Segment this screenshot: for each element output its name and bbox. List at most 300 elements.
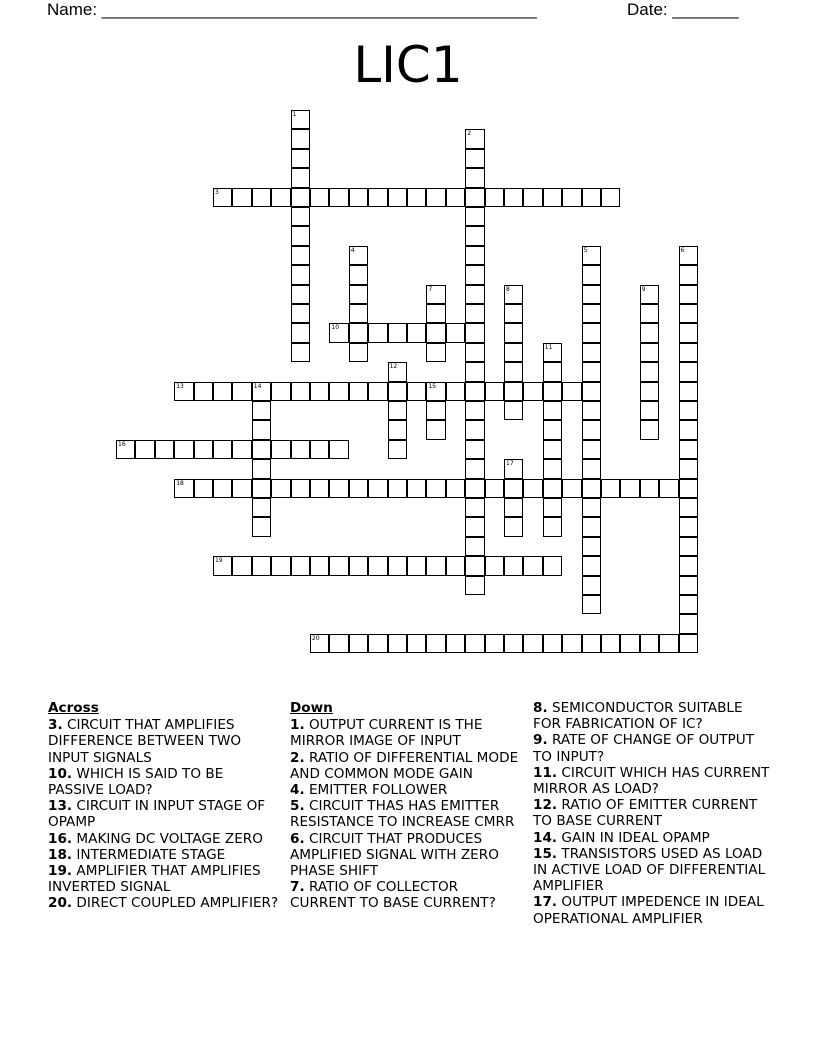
clue-number: 17. (533, 894, 558, 911)
grid-cell[interactable] (504, 188, 523, 207)
grid-cell[interactable] (446, 382, 465, 401)
clue-number: 14 (253, 382, 262, 390)
grid-cell[interactable] (271, 556, 290, 575)
grid-cell[interactable] (349, 246, 368, 265)
grid-cell[interactable] (679, 459, 698, 478)
grid-cell[interactable] (310, 188, 329, 207)
clue-number: 13 (176, 382, 184, 390)
clue-number: 16. (48, 830, 73, 847)
clue-number: 12 (389, 363, 398, 371)
grid-cell[interactable] (252, 556, 271, 575)
down-clue (290, 717, 526, 749)
grid-cell[interactable] (426, 285, 445, 304)
grid-cell[interactable] (679, 440, 698, 459)
grid-cell[interactable] (329, 188, 348, 207)
grid-cell[interactable] (349, 265, 368, 284)
clue-number: 18. (48, 846, 73, 863)
grid-cell[interactable] (582, 459, 601, 478)
grid-cell[interactable] (465, 304, 484, 323)
clue-text: SEMICONDUCTOR SUITABLE FOR FABRICATION OF IC? (533, 700, 743, 733)
grid-cell[interactable] (640, 285, 659, 304)
clue-text: INTERMEDIATE STAGE (72, 846, 226, 863)
grid-cell[interactable] (310, 479, 329, 498)
grid-cell[interactable] (174, 479, 193, 498)
grid-cell[interactable] (582, 343, 601, 362)
grid-cell[interactable] (465, 401, 484, 420)
grid-cell[interactable] (194, 440, 213, 459)
grid-cell[interactable] (543, 634, 562, 653)
grid-cell[interactable] (640, 479, 659, 498)
grid-cell[interactable] (523, 479, 542, 498)
clue-number: 15 (428, 382, 437, 390)
clue-number: 1. (290, 717, 305, 734)
grid-cell[interactable] (582, 304, 601, 323)
across-clue (48, 847, 280, 863)
grid-cell[interactable] (659, 479, 678, 498)
grid-cell[interactable] (232, 479, 251, 498)
grid-cell[interactable] (291, 188, 310, 207)
grid-cell[interactable] (601, 634, 620, 653)
down-clue (533, 894, 773, 926)
grid-cell[interactable] (291, 285, 310, 304)
grid-cell[interactable] (426, 401, 445, 420)
grid-cell[interactable] (504, 498, 523, 517)
grid-cell[interactable] (562, 188, 581, 207)
grid-cell[interactable] (232, 188, 251, 207)
grid-cell[interactable] (271, 188, 290, 207)
grid-cell[interactable] (232, 556, 251, 575)
grid-cell[interactable] (388, 420, 407, 439)
grid-cell[interactable] (329, 323, 348, 342)
grid-cell[interactable] (407, 188, 426, 207)
grid-cell[interactable] (582, 420, 601, 439)
grid-cell[interactable] (446, 323, 465, 342)
grid-cell[interactable] (504, 459, 523, 478)
clue-number: 14. (533, 829, 558, 846)
grid-cell[interactable] (232, 382, 251, 401)
grid-cell[interactable] (640, 634, 659, 653)
across-clue (48, 766, 280, 798)
grid-cell[interactable] (679, 595, 698, 614)
grid-cell[interactable] (174, 382, 193, 401)
grid-cell[interactable] (465, 498, 484, 517)
grid-cell[interactable] (485, 556, 504, 575)
clue-number: 9 (641, 285, 646, 293)
grid-cell[interactable] (252, 498, 271, 517)
grid-cell[interactable] (523, 634, 542, 653)
grid-cell[interactable] (640, 420, 659, 439)
grid-cell[interactable] (485, 382, 504, 401)
grid-cell[interactable] (135, 440, 154, 459)
grid-cell[interactable] (174, 440, 193, 459)
grid-cell[interactable] (679, 343, 698, 362)
clue-number: 2 (467, 130, 472, 138)
grid-cell[interactable] (368, 479, 387, 498)
grid-cell[interactable] (252, 420, 271, 439)
grid-cell[interactable] (388, 479, 407, 498)
grid-cell[interactable] (543, 382, 562, 401)
grid-cell[interactable] (368, 188, 387, 207)
grid-cell[interactable] (465, 576, 484, 595)
grid-cell[interactable] (523, 188, 542, 207)
clue-number: 20 (312, 634, 320, 642)
grid-cell[interactable] (407, 479, 426, 498)
grid-cell[interactable] (329, 556, 348, 575)
grid-cell[interactable] (582, 556, 601, 575)
grid-cell[interactable] (582, 517, 601, 536)
grid-cell[interactable] (465, 459, 484, 478)
grid-cell[interactable] (426, 479, 445, 498)
grid-cell[interactable] (349, 285, 368, 304)
grid-cell[interactable] (582, 285, 601, 304)
across-clue (48, 895, 280, 911)
clue-number: 6. (290, 830, 305, 847)
grid-cell[interactable] (368, 556, 387, 575)
clue-text: OUTPUT IMPEDENCE IN IDEAL OPERATIONAL AMPLIFIER (533, 894, 764, 927)
grid-cell[interactable] (291, 226, 310, 245)
clue-number: 2. (290, 749, 305, 766)
grid-cell[interactable] (465, 362, 484, 381)
grid-cell[interactable] (426, 343, 445, 362)
down-clue (533, 765, 773, 797)
grid-cell[interactable] (620, 479, 639, 498)
grid-cell[interactable] (504, 285, 523, 304)
grid-cell[interactable] (213, 556, 232, 575)
grid-cell[interactable] (310, 634, 329, 653)
grid-cell[interactable] (582, 537, 601, 556)
grid-cell[interactable] (543, 362, 562, 381)
grid-cell[interactable] (640, 343, 659, 362)
grid-cell[interactable] (310, 556, 329, 575)
grid-cell[interactable] (465, 420, 484, 439)
across-clue (48, 798, 280, 830)
grid-cell[interactable] (679, 517, 698, 536)
grid-cell[interactable] (543, 498, 562, 517)
grid-cell[interactable] (465, 382, 484, 401)
grid-cell[interactable] (349, 634, 368, 653)
grid-cell[interactable] (465, 226, 484, 245)
across-clues (48, 700, 280, 912)
across-clue (48, 863, 280, 895)
grid-cell[interactable] (446, 634, 465, 653)
grid-cell[interactable] (601, 479, 620, 498)
grid-cell[interactable] (329, 440, 348, 459)
grid-cell[interactable] (504, 343, 523, 362)
grid-cell[interactable] (426, 634, 445, 653)
grid-cell[interactable] (252, 517, 271, 536)
grid-cell[interactable] (640, 401, 659, 420)
grid-cell[interactable] (388, 401, 407, 420)
grid-cell[interactable] (465, 517, 484, 536)
grid-cell[interactable] (329, 634, 348, 653)
clue-text: RATE OF CHANGE OF OUTPUT TO INPUT? (533, 732, 755, 765)
grid-cell[interactable] (679, 265, 698, 284)
grid-cell[interactable] (504, 556, 523, 575)
grid-cell[interactable] (116, 440, 135, 459)
grid-cell[interactable] (504, 304, 523, 323)
grid-cell[interactable] (426, 304, 445, 323)
clue-text: MAKING DC VOLTAGE ZERO (72, 830, 263, 847)
grid-cell[interactable] (582, 382, 601, 401)
grid-cell[interactable] (679, 420, 698, 439)
clue-number: 1 (292, 111, 297, 118)
grid-cell[interactable] (291, 207, 310, 226)
grid-cell[interactable] (582, 188, 601, 207)
grid-cell[interactable] (543, 517, 562, 536)
grid-cell[interactable] (252, 440, 271, 459)
grid-cell[interactable] (465, 149, 484, 168)
grid-cell[interactable] (465, 207, 484, 226)
grid-cell[interactable] (679, 304, 698, 323)
clue-number: 15. (533, 845, 558, 862)
grid-cell[interactable] (349, 188, 368, 207)
grid-cell[interactable] (640, 382, 659, 401)
grid-cell[interactable] (291, 110, 310, 129)
grid-cell[interactable] (659, 634, 678, 653)
grid-cell[interactable] (562, 479, 581, 498)
grid-cell[interactable] (543, 343, 562, 362)
grid-cell[interactable] (582, 576, 601, 595)
grid-cell[interactable] (310, 440, 329, 459)
grid-cell[interactable] (465, 556, 484, 575)
grid-cell[interactable] (426, 382, 445, 401)
clue-number: 20. (48, 895, 73, 912)
grid-cell[interactable] (465, 634, 484, 653)
clue-number: 11 (544, 343, 553, 351)
grid-cell[interactable] (252, 479, 271, 498)
grid-cell[interactable] (155, 440, 174, 459)
grid-cell[interactable] (543, 479, 562, 498)
grid-cell[interactable] (232, 440, 251, 459)
grid-cell[interactable] (291, 168, 310, 187)
grid-cell[interactable] (543, 401, 562, 420)
grid-cell[interactable] (582, 265, 601, 284)
grid-cell[interactable] (407, 382, 426, 401)
grid-cell[interactable] (349, 382, 368, 401)
down-clue (290, 750, 526, 782)
grid-cell[interactable] (504, 323, 523, 342)
grid-cell[interactable] (291, 479, 310, 498)
grid-cell[interactable] (562, 382, 581, 401)
grid-cell[interactable] (349, 343, 368, 362)
grid-cell[interactable] (465, 265, 484, 284)
clue-number: 8. (533, 700, 548, 716)
grid-cell[interactable] (582, 479, 601, 498)
grid-cell[interactable] (388, 382, 407, 401)
grid-cell[interactable] (679, 479, 698, 498)
grid-cell[interactable] (271, 440, 290, 459)
grid-cell[interactable] (543, 420, 562, 439)
grid-cell[interactable] (504, 362, 523, 381)
grid-cell[interactable] (620, 634, 639, 653)
grid-cell[interactable] (543, 188, 562, 207)
clue-number: 7 (428, 285, 433, 293)
grid-cell[interactable] (368, 634, 387, 653)
grid-cell[interactable] (291, 382, 310, 401)
grid-cell[interactable] (252, 188, 271, 207)
grid-cell[interactable] (329, 382, 348, 401)
grid-cell[interactable] (465, 537, 484, 556)
grid-cell[interactable] (291, 440, 310, 459)
grid-cell[interactable] (349, 556, 368, 575)
clue-number: 3 (215, 188, 219, 196)
grid-cell[interactable] (582, 634, 601, 653)
grid-cell[interactable] (213, 440, 232, 459)
grid-cell[interactable] (679, 285, 698, 304)
grid-cell[interactable] (271, 479, 290, 498)
grid-cell[interactable] (679, 323, 698, 342)
grid-cell[interactable] (388, 362, 407, 381)
down-clue (290, 798, 526, 830)
grid-cell[interactable] (679, 401, 698, 420)
grid-cell[interactable] (368, 323, 387, 342)
page-title: LIC1 (353, 36, 463, 94)
grid-cell[interactable] (504, 479, 523, 498)
clue-number: 4 (350, 246, 355, 254)
grid-cell[interactable] (679, 614, 698, 633)
grid-cell[interactable] (504, 382, 523, 401)
down-clue (290, 879, 526, 911)
grid-cell[interactable] (679, 556, 698, 575)
grid-cell[interactable] (329, 479, 348, 498)
grid-cell[interactable] (426, 556, 445, 575)
grid-cell[interactable] (582, 440, 601, 459)
grid-cell[interactable] (368, 382, 387, 401)
down-clue (290, 831, 526, 880)
grid-cell[interactable] (465, 323, 484, 342)
clue-number: 19 (215, 557, 223, 565)
grid-cell[interactable] (349, 304, 368, 323)
down-clues-continued (533, 700, 773, 927)
grid-cell[interactable] (252, 459, 271, 478)
clue-text: DIRECT COUPLED AMPLIFIER? (72, 895, 279, 912)
grid-cell[interactable] (213, 382, 232, 401)
grid-cell[interactable] (679, 576, 698, 595)
grid-cell[interactable] (543, 440, 562, 459)
grid-cell[interactable] (426, 188, 445, 207)
grid-cell[interactable] (388, 323, 407, 342)
across-clue (48, 831, 280, 847)
grid-cell[interactable] (446, 479, 465, 498)
clue-text: EMITTER FOLLOWER (304, 782, 448, 799)
grid-cell[interactable] (601, 188, 620, 207)
clue-number: 8 (506, 285, 510, 293)
grid-cell[interactable] (485, 479, 504, 498)
grid-cell[interactable] (252, 401, 271, 420)
grid-cell[interactable] (640, 323, 659, 342)
grid-cell[interactable] (465, 168, 484, 187)
grid-cell[interactable] (465, 440, 484, 459)
grid-cell[interactable] (465, 246, 484, 265)
grid-cell[interactable] (679, 362, 698, 381)
grid-cell[interactable] (446, 556, 465, 575)
clue-number: 13. (48, 798, 73, 815)
clue-text: CIRCUIT THAT AMPLIFIES DIFFERENCE BETWEEN TWO INPUT SIGNALS (48, 717, 242, 766)
grid-cell[interactable] (485, 188, 504, 207)
grid-cell[interactable] (194, 382, 213, 401)
down-clue (290, 782, 526, 798)
grid-cell[interactable] (407, 323, 426, 342)
grid-cell[interactable] (543, 556, 562, 575)
grid-cell[interactable] (349, 479, 368, 498)
grid-cell[interactable] (291, 343, 310, 362)
grid-cell[interactable] (679, 382, 698, 401)
grid-cell[interactable] (582, 401, 601, 420)
grid-cell[interactable] (291, 246, 310, 265)
down-clue (533, 846, 773, 895)
clue-number: 12. (533, 797, 558, 814)
grid-cell[interactable] (543, 459, 562, 478)
grid-cell[interactable] (582, 595, 601, 614)
grid-cell[interactable] (582, 323, 601, 342)
grid-cell[interactable] (388, 440, 407, 459)
grid-cell[interactable] (252, 382, 271, 401)
grid-cell[interactable] (504, 401, 523, 420)
grid-cell[interactable] (426, 323, 445, 342)
grid-cell[interactable] (562, 634, 581, 653)
grid-cell[interactable] (213, 188, 232, 207)
grid-cell[interactable] (388, 634, 407, 653)
grid-cell[interactable] (504, 634, 523, 653)
clue-number: 5 (583, 246, 588, 254)
grid-cell[interactable] (640, 304, 659, 323)
clue-number: 9. (533, 732, 548, 749)
down-clue (533, 830, 773, 846)
grid-cell[interactable] (640, 362, 659, 381)
clue-text: CIRCUIT THAT PRODUCES AMPLIFIED SIGNAL WITH ZERO PHASE SHIFT (290, 830, 499, 880)
grid-cell[interactable] (291, 304, 310, 323)
grid-cell[interactable] (523, 382, 542, 401)
grid-cell[interactable] (465, 188, 484, 207)
grid-cell[interactable] (465, 129, 484, 148)
grid-cell[interactable] (679, 498, 698, 517)
grid-cell[interactable] (582, 246, 601, 265)
grid-cell[interactable] (349, 323, 368, 342)
grid-cell[interactable] (679, 246, 698, 265)
across-heading: Across (48, 700, 99, 716)
grid-cell[interactable] (407, 634, 426, 653)
grid-cell[interactable] (485, 634, 504, 653)
grid-cell[interactable] (194, 479, 213, 498)
grid-cell[interactable] (465, 479, 484, 498)
grid-cell[interactable] (465, 343, 484, 362)
grid-cell[interactable] (291, 149, 310, 168)
grid-cell[interactable] (504, 517, 523, 536)
down-clue (533, 700, 773, 732)
grid-cell[interactable] (523, 556, 542, 575)
grid-cell[interactable] (465, 285, 484, 304)
across-clue (48, 717, 280, 766)
grid-cell[interactable] (679, 634, 698, 653)
grid-cell[interactable] (291, 556, 310, 575)
grid-cell[interactable] (679, 537, 698, 556)
clue-number: 11. (533, 764, 558, 781)
grid-cell[interactable] (582, 362, 601, 381)
grid-cell[interactable] (291, 129, 310, 148)
date-field: Date: _______ (627, 0, 739, 19)
grid-cell[interactable] (388, 556, 407, 575)
grid-cell[interactable] (446, 188, 465, 207)
grid-cell[interactable] (582, 498, 601, 517)
grid-cell[interactable] (271, 382, 290, 401)
grid-cell[interactable] (426, 420, 445, 439)
grid-cell[interactable] (291, 323, 310, 342)
grid-cell[interactable] (388, 188, 407, 207)
grid-cell[interactable] (291, 265, 310, 284)
grid-cell[interactable] (310, 382, 329, 401)
grid-cell[interactable] (407, 556, 426, 575)
grid-cell[interactable] (213, 479, 232, 498)
